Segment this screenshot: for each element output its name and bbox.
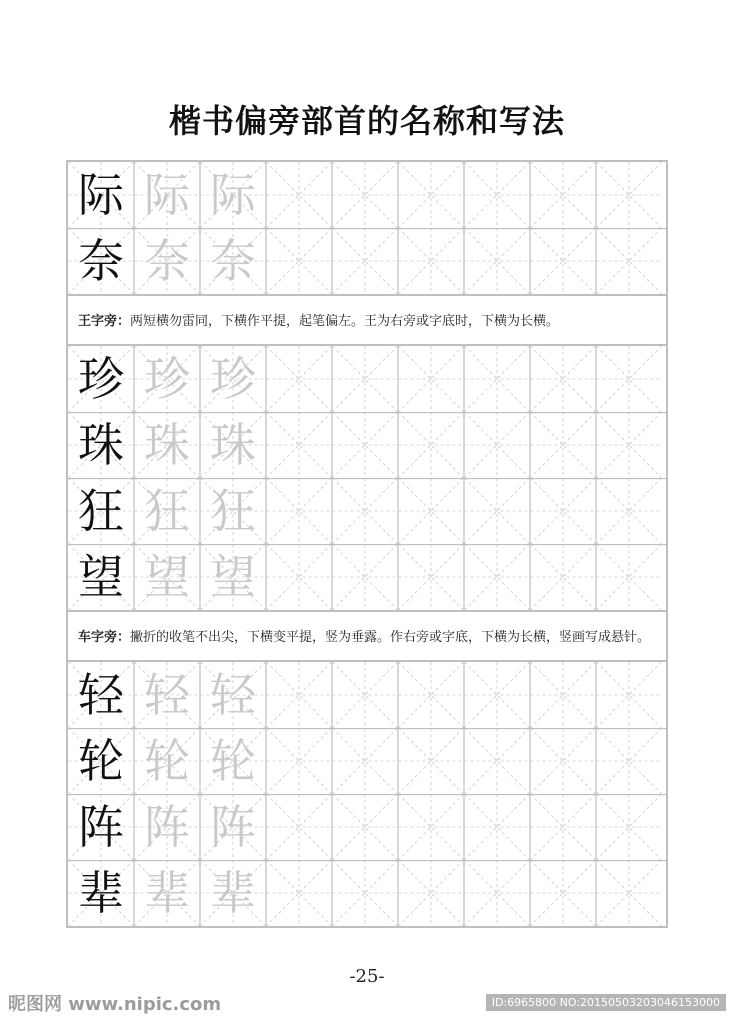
model-character: 际 bbox=[78, 168, 124, 222]
practice-row bbox=[68, 544, 666, 610]
trace-character: 阵 bbox=[144, 800, 190, 854]
grid-section-3 bbox=[66, 660, 668, 928]
page-title: 楷书偏旁部首的名称和写法 bbox=[168, 102, 565, 140]
trace-character: 珍 bbox=[210, 352, 256, 406]
practice-row bbox=[68, 728, 666, 794]
practice-row bbox=[68, 860, 666, 926]
model-character: 望 bbox=[78, 550, 124, 604]
practice-sheet bbox=[66, 160, 668, 928]
trace-character: 轻 bbox=[210, 668, 256, 722]
grid-section-1 bbox=[66, 160, 668, 296]
note-lead: 车字旁： bbox=[78, 630, 131, 645]
practice-row bbox=[68, 662, 666, 728]
practice-row bbox=[68, 412, 666, 478]
model-character: 轮 bbox=[78, 734, 124, 788]
trace-character: 轻 bbox=[144, 668, 190, 722]
trace-character: 奈 bbox=[210, 234, 256, 288]
model-character: 狂 bbox=[78, 484, 124, 538]
trace-character: 狂 bbox=[210, 484, 256, 538]
trace-character: 辈 bbox=[210, 866, 256, 920]
model-character: 珠 bbox=[78, 418, 124, 472]
note-text: 两短横勿雷同，下横作平提，起笔偏左。王为右旁或字底时，下横为长横。 bbox=[130, 314, 560, 329]
trace-character: 奈 bbox=[144, 234, 190, 288]
note-text: 撇折的收笔不出尖，下横变平提，竖为垂露。作右旁或字底，下横为长横，竖画写成悬针。 bbox=[130, 630, 651, 645]
practice-row bbox=[68, 478, 666, 544]
note-che-radical bbox=[66, 612, 668, 660]
practice-row bbox=[68, 228, 666, 294]
trace-character: 狂 bbox=[144, 484, 190, 538]
trace-character: 珠 bbox=[144, 418, 190, 472]
trace-character: 轮 bbox=[210, 734, 256, 788]
grid-section-2 bbox=[66, 344, 668, 612]
trace-character: 辈 bbox=[144, 866, 190, 920]
model-character: 奈 bbox=[78, 234, 124, 288]
practice-row bbox=[68, 162, 666, 228]
model-character: 阵 bbox=[78, 800, 124, 854]
page-number: -25- bbox=[349, 966, 385, 987]
model-character: 珍 bbox=[78, 352, 124, 406]
trace-character: 轮 bbox=[144, 734, 190, 788]
note-lead: 王字旁： bbox=[78, 314, 131, 329]
trace-character: 际 bbox=[210, 168, 256, 222]
trace-character: 际 bbox=[144, 168, 190, 222]
practice-row bbox=[68, 346, 666, 412]
model-character: 辈 bbox=[78, 866, 124, 920]
model-character: 轻 bbox=[78, 668, 124, 722]
note-wang-radical bbox=[66, 296, 668, 344]
trace-character: 望 bbox=[210, 550, 256, 604]
watermark-logo: 昵图网 www.nipic.com bbox=[8, 994, 222, 1015]
watermark-id: ID:6965800 NO:20150503203046153000 bbox=[486, 994, 726, 1011]
trace-character: 珍 bbox=[144, 352, 190, 406]
trace-character: 阵 bbox=[210, 800, 256, 854]
practice-row bbox=[68, 794, 666, 860]
trace-character: 珠 bbox=[210, 418, 256, 472]
trace-character: 望 bbox=[144, 550, 190, 604]
